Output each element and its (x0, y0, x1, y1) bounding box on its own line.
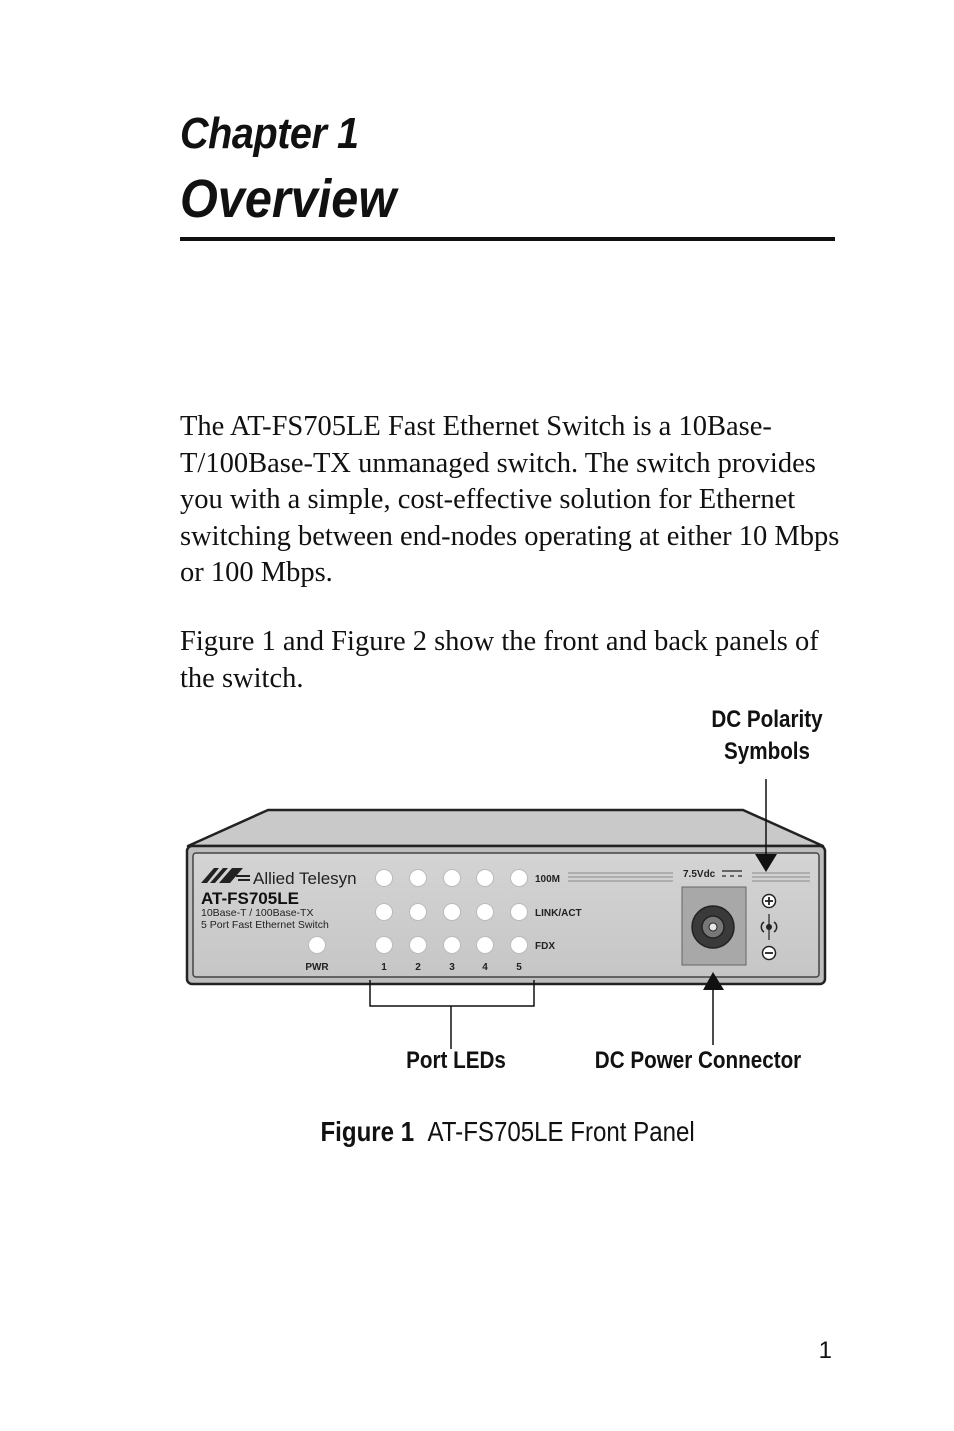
figure-caption-inner (320, 1114, 694, 1150)
port-number-1: 1 (381, 962, 387, 973)
led-100m-port-5 (511, 870, 528, 887)
model-subtitle-1: 10Base-T / 100Base-TX (201, 907, 314, 919)
led-fdx-port-3 (444, 937, 461, 954)
brand-name: Allied Telesyn (253, 869, 357, 888)
model-subtitle-2: 5 Port Fast Ethernet Switch (201, 919, 329, 931)
led-row-label-100m: 100M (535, 874, 561, 885)
port-number-5: 5 (516, 962, 522, 973)
callout-port-leds: Port LEDs (406, 1047, 506, 1074)
pwr-led (309, 937, 326, 954)
port-number-2: 2 (415, 962, 421, 973)
callout-dc-polarity-line2: Symbols (723, 738, 811, 765)
port-leds-bracket (370, 980, 534, 1049)
led-link-port-2 (410, 904, 427, 921)
led-row-label-fdx: FDX (535, 941, 555, 952)
led-100m-port-3 (444, 870, 461, 887)
led-fdx-port-5 (511, 937, 528, 954)
led-link-port-3 (444, 904, 461, 921)
led-link-port-1 (376, 904, 393, 921)
led-100m-port-4 (477, 870, 494, 887)
led-100m-port-2 (410, 870, 427, 887)
dc-power-connector-pin (709, 923, 717, 931)
polarity-minus-icon (763, 947, 776, 960)
port-number-4: 4 (482, 962, 488, 973)
switch-top-surface (188, 810, 823, 846)
led-100m-port-1 (376, 870, 393, 887)
voltage-label: 7.5Vdc (683, 869, 716, 880)
figure-caption-number: Figure 1 (320, 1116, 415, 1147)
pwr-label: PWR (305, 962, 329, 973)
chapter-label: Chapter 1 (180, 109, 359, 158)
figure-caption (180, 1114, 835, 1150)
chapter-title: Overview (180, 169, 397, 229)
led-link-port-5 (511, 904, 528, 921)
intro-paragraph: The AT-FS705LE Fast Ethernet Switch is a 10Base-T/100Base-TX unmanaged switch. The switch provides you with a simple, cost-effective solution for Ethernet switching between end-nodes operating at either 10 Mbps or 100 Mbps. (180, 411, 840, 588)
figure-caption-text: AT-FS705LE Front Panel (427, 1116, 695, 1147)
model-name: AT-FS705LE (201, 889, 299, 908)
callout-dc-power-connector: DC Power Connector (594, 1047, 802, 1074)
page-number: 1 (818, 1337, 832, 1364)
polarity-plus-icon (763, 895, 776, 908)
led-fdx-port-1 (376, 937, 393, 954)
led-fdx-port-2 (410, 937, 427, 954)
led-fdx-port-4 (477, 937, 494, 954)
port-number-3: 3 (449, 962, 455, 973)
led-link-port-4 (477, 904, 494, 921)
led-row-label-link-act: LINK/ACT (535, 908, 582, 919)
figure-reference-paragraph: Figure 1 and Figure 2 show the front and back panels of the switch. (180, 626, 819, 694)
callout-dc-polarity-line1: DC Polarity (711, 706, 823, 733)
